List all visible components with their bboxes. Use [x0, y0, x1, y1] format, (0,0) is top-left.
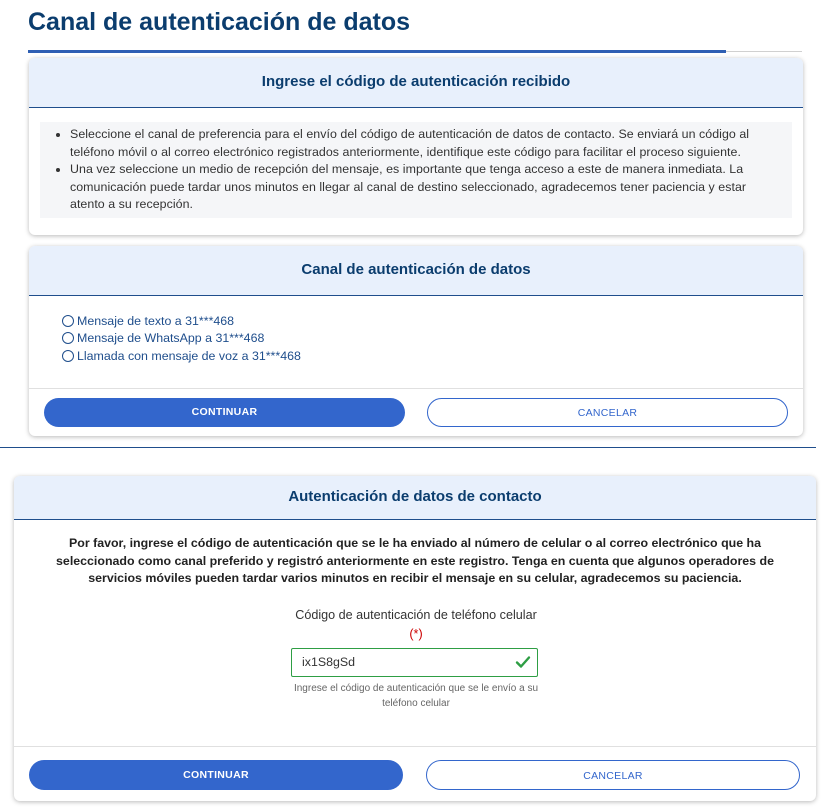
cancel-button[interactable]: CANCELAR — [426, 760, 800, 790]
info-bullet: • Seleccione el canal de preferencia para el envío del código de autenticación de datos de contacto. Se enviará un código al teléfono móvil o al correo electrónico registrados anteriormente, identifique este código para facilitar el proceso siguiente. — [70, 126, 782, 161]
radio-label[interactable]: Mensaje de texto a 31***468 — [77, 313, 235, 328]
check-icon — [515, 654, 531, 670]
title-underline — [28, 50, 726, 53]
card-footer-divider — [14, 746, 816, 747]
channel-radio-group — [62, 312, 301, 365]
radio-option-sms[interactable] — [62, 312, 301, 330]
continue-button[interactable]: CONTINUAR — [29, 760, 403, 790]
code-field-label-text: Código de autenticación de teléfono celular — [295, 608, 537, 622]
radio-label[interactable]: Llamada con mensaje de voz a 31***468 — [77, 348, 301, 363]
title-underline-rest — [726, 51, 802, 52]
info-card-header: Ingrese el código de autenticación recibido — [29, 58, 803, 108]
channel-card-header: Canal de autenticación de datos — [29, 246, 803, 296]
required-mark: (*) — [409, 626, 423, 641]
radio-option-voice-call[interactable] — [62, 347, 301, 365]
channel-card — [29, 246, 803, 436]
radio-option-whatsapp[interactable] — [62, 330, 301, 348]
code-field-label — [291, 606, 541, 643]
code-input-wrapper[interactable] — [291, 648, 538, 677]
radio-button[interactable] — [62, 350, 74, 362]
section-divider — [0, 447, 816, 448]
radio-label[interactable]: Mensaje de WhatsApp a 31***468 — [77, 331, 265, 346]
radio-button[interactable] — [62, 332, 74, 344]
auth-code-input[interactable] — [302, 649, 502, 675]
code-field-help: Ingrese el código de autenticación que se le envío a su teléfono celular — [293, 683, 539, 709]
continue-button[interactable]: CONTINUAR — [44, 398, 405, 427]
info-bullet: • Una vez seleccione un medio de recepción del mensaje, es importante que tenga acceso a este de manera inmediata. La comunicación puede tardar unos minutos en llegar al canal de destino seleccionado, agradecemos tener paciencia y estar atento a su recepción. — [70, 161, 782, 214]
instruction-message: Por favor, ingrese el código de autenticación que se le ha enviado al número de celular o al correo electrónico que ha seleccionado como canal preferido y registró anteriormente en este registro. Tenga en cuenta que algunos operadores de servicios móviles pueden tardar varios minutos en recibir el mensaje en su celular, agradecemos su paciencia. — [56, 536, 774, 585]
contact-card-header: Autenticación de datos de contacto — [14, 476, 816, 520]
contact-auth-card — [14, 476, 816, 801]
info-list — [50, 126, 782, 214]
info-card — [29, 58, 803, 235]
page-title: Canal de autenticación de datos — [28, 8, 411, 36]
card-footer-divider — [29, 388, 803, 389]
cancel-button[interactable]: CANCELAR — [427, 398, 788, 427]
radio-button[interactable] — [62, 315, 74, 327]
info-box — [40, 122, 792, 218]
